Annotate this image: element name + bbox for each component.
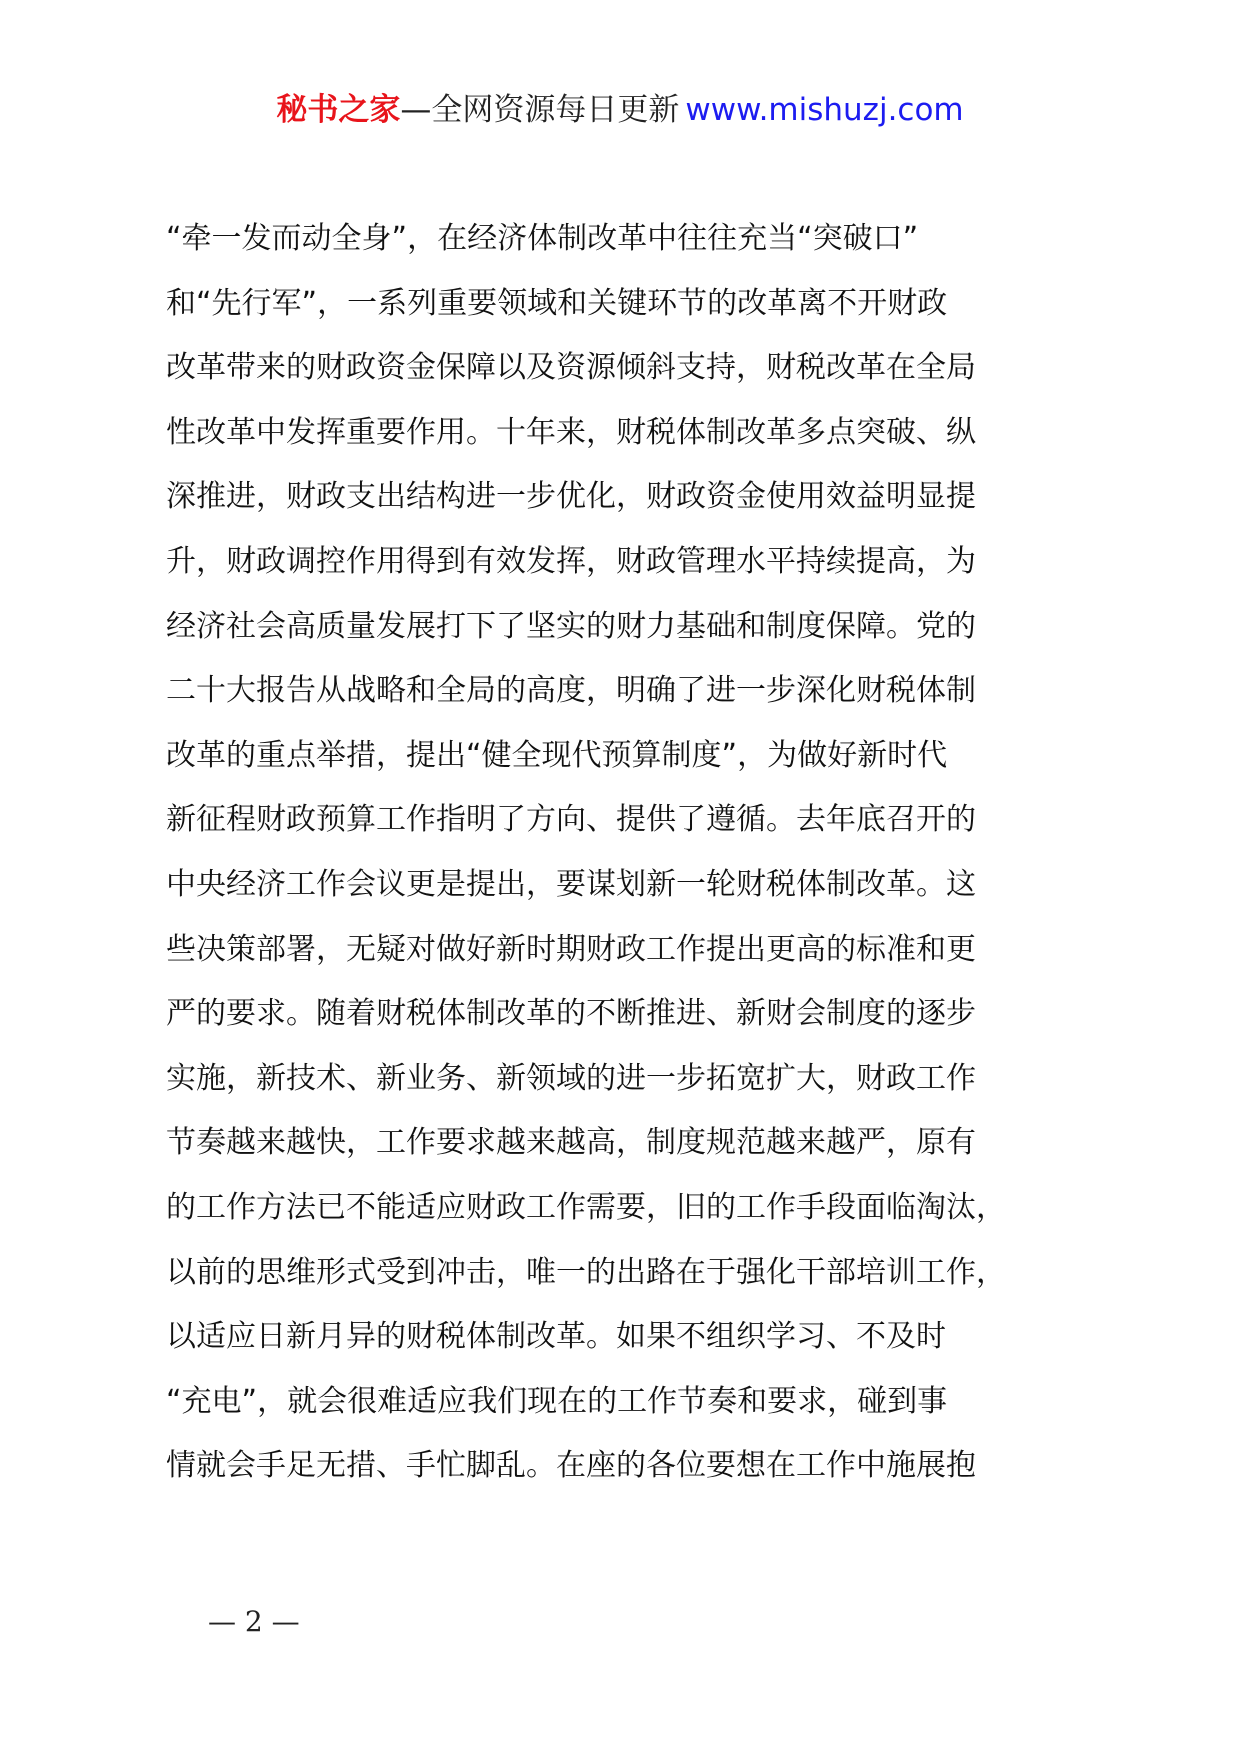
site-brand: 秘书之家 bbox=[276, 92, 401, 128]
body-line: 实施，新技术、新业务、新领域的进一步拓宽扩大，财政工作 bbox=[166, 1060, 976, 1096]
body-line: 情就会手足无措、手忙脚乱。在座的各位要想在工作中施展抱 bbox=[166, 1448, 976, 1484]
body-line: 经济社会高质量发展打下了坚实的财力基础和制度保障。党的 bbox=[166, 608, 976, 644]
body-line: 和“先行军”，一系列重要领域和关键环节的改革离不开财政 bbox=[166, 285, 948, 321]
body-line: 新征程财政预算工作指明了方向、提供了遵循。去年底召开的 bbox=[166, 802, 976, 838]
body-line: 严的要求。随着财税体制改革的不断推进、新财会制度的逐步 bbox=[166, 996, 976, 1032]
body-line: 升，财政调控作用得到有效发挥，财政管理水平持续提高，为 bbox=[166, 543, 976, 579]
page-number: — 2 — bbox=[208, 1605, 300, 1638]
body-line: 二十大报告从战略和全局的高度，明确了进一步深化财税体制 bbox=[166, 673, 976, 709]
document-body bbox=[166, 207, 1106, 1499]
body-line: 中央经济工作会议更是提出，要谋划新一轮财税体制改革。这 bbox=[166, 866, 976, 902]
body-line: 性改革中发挥重要作用。十年来，财税体制改革多点突破、纵 bbox=[166, 414, 976, 450]
body-line: 深推进，财政支出结构进一步优化，财政资金使用效益明显提 bbox=[166, 479, 976, 515]
body-line: 以前的思维形式受到冲击，唯一的出路在于强化干部培训工作， bbox=[166, 1254, 1006, 1290]
site-tagline: —全网资源每日更新 bbox=[400, 92, 680, 128]
body-line: “充电”，就会很难适应我们现在的工作节奏和要求，碰到事 bbox=[166, 1383, 948, 1419]
body-line: 改革的重点举措，提出“健全现代预算制度”，为做好新时代 bbox=[166, 737, 948, 773]
site-header bbox=[0, 88, 1240, 132]
body-line: “牵一发而动全身”，在经济体制改革中往往充当“突破口” bbox=[166, 221, 919, 256]
site-url-link[interactable]: www.mishuzj.com bbox=[685, 92, 964, 128]
body-line: 些决策部署，无疑对做好新时期财政工作提出更高的标准和更 bbox=[166, 931, 976, 967]
body-line: 的工作方法已不能适应财政工作需要，旧的工作手段面临淘汰， bbox=[166, 1189, 1006, 1225]
body-line: 节奏越来越快，工作要求越来越高，制度规范越来越严，原有 bbox=[166, 1125, 976, 1161]
body-line: 改革带来的财政资金保障以及资源倾斜支持，财税改革在全局 bbox=[166, 350, 976, 386]
body-line: 以适应日新月异的财税体制改革。如果不组织学习、不及时 bbox=[166, 1319, 946, 1355]
